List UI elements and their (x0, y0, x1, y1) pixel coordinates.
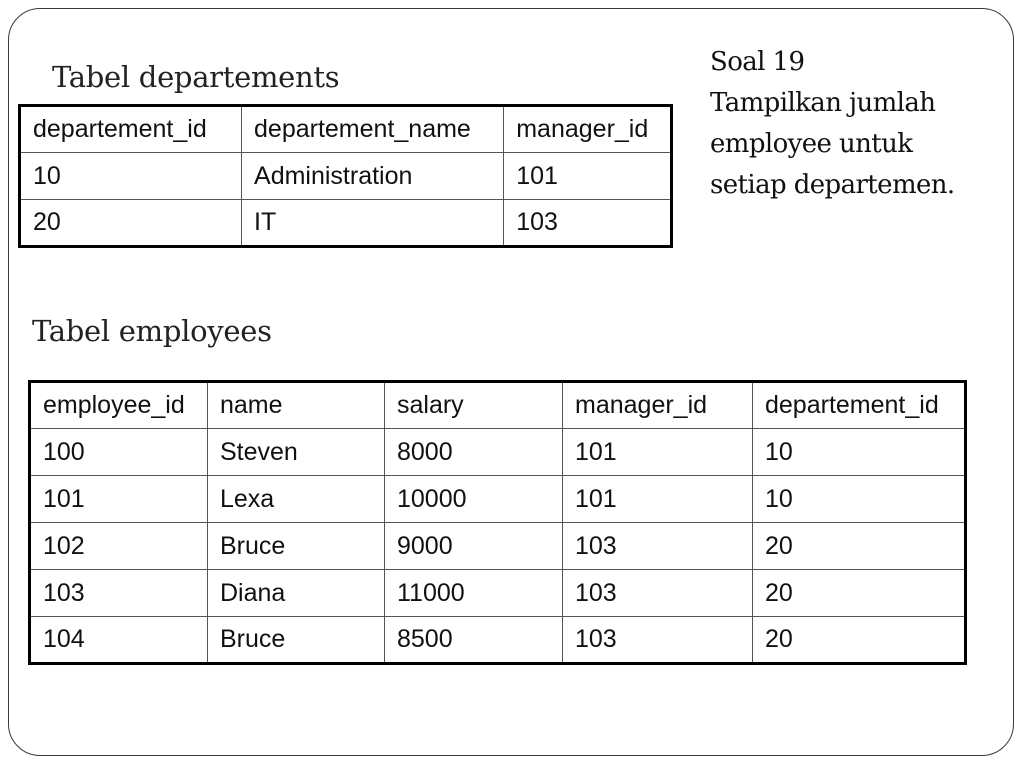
question-line: Tampilkan jumlah (710, 88, 936, 118)
table-row (20, 200, 672, 247)
table-cell: Bruce (208, 617, 385, 664)
table-cell: 20 (20, 200, 242, 247)
table-cell: 8500 (385, 617, 563, 664)
table-cell: 103 (504, 200, 672, 247)
column-header: employee_id (30, 382, 208, 429)
column-header: departement_name (242, 106, 504, 153)
table-cell: 101 (563, 476, 753, 523)
column-header: manager_id (504, 106, 672, 153)
table-cell: 10 (753, 476, 966, 523)
question-line: employee untuk (710, 129, 913, 159)
question-line: setiap departemen. (710, 170, 955, 200)
table-row (30, 570, 966, 617)
table-cell: 10000 (385, 476, 563, 523)
table-row (30, 476, 966, 523)
table-cell: 103 (563, 570, 753, 617)
table-cell: 20 (753, 570, 966, 617)
table-cell: 10 (753, 429, 966, 476)
table-cell: 8000 (385, 429, 563, 476)
table-row (30, 429, 966, 476)
table-cell: 103 (563, 617, 753, 664)
table-cell: Steven (208, 429, 385, 476)
table-cell: 103 (563, 523, 753, 570)
column-header: departement_id (20, 106, 242, 153)
employees-table-title: Tabel employees (32, 314, 272, 348)
table-cell: 9000 (385, 523, 563, 570)
departments-table-title: Tabel departements (52, 60, 340, 94)
table-cell: 102 (30, 523, 208, 570)
table-header-row (20, 106, 672, 153)
table-row (20, 153, 672, 200)
column-header: departement_id (753, 382, 966, 429)
table-cell: 100 (30, 429, 208, 476)
table-cell: 11000 (385, 570, 563, 617)
table-cell: Bruce (208, 523, 385, 570)
question-number: Soal 19 (710, 47, 805, 77)
table-cell: 103 (30, 570, 208, 617)
column-header: name (208, 382, 385, 429)
table-cell: 20 (753, 523, 966, 570)
employees-table (28, 380, 967, 665)
departments-table (18, 104, 673, 248)
table-cell: 101 (30, 476, 208, 523)
column-header: salary (385, 382, 563, 429)
table-cell: 104 (30, 617, 208, 664)
table-cell: Diana (208, 570, 385, 617)
table-row (30, 617, 966, 664)
table-cell: IT (242, 200, 504, 247)
table-cell: 10 (20, 153, 242, 200)
table-header-row (30, 382, 966, 429)
table-cell: 101 (504, 153, 672, 200)
table-cell: Lexa (208, 476, 385, 523)
question-text (710, 42, 1010, 206)
column-header: manager_id (563, 382, 753, 429)
table-row (30, 523, 966, 570)
table-cell: 20 (753, 617, 966, 664)
table-cell: Administration (242, 153, 504, 200)
table-cell: 101 (563, 429, 753, 476)
